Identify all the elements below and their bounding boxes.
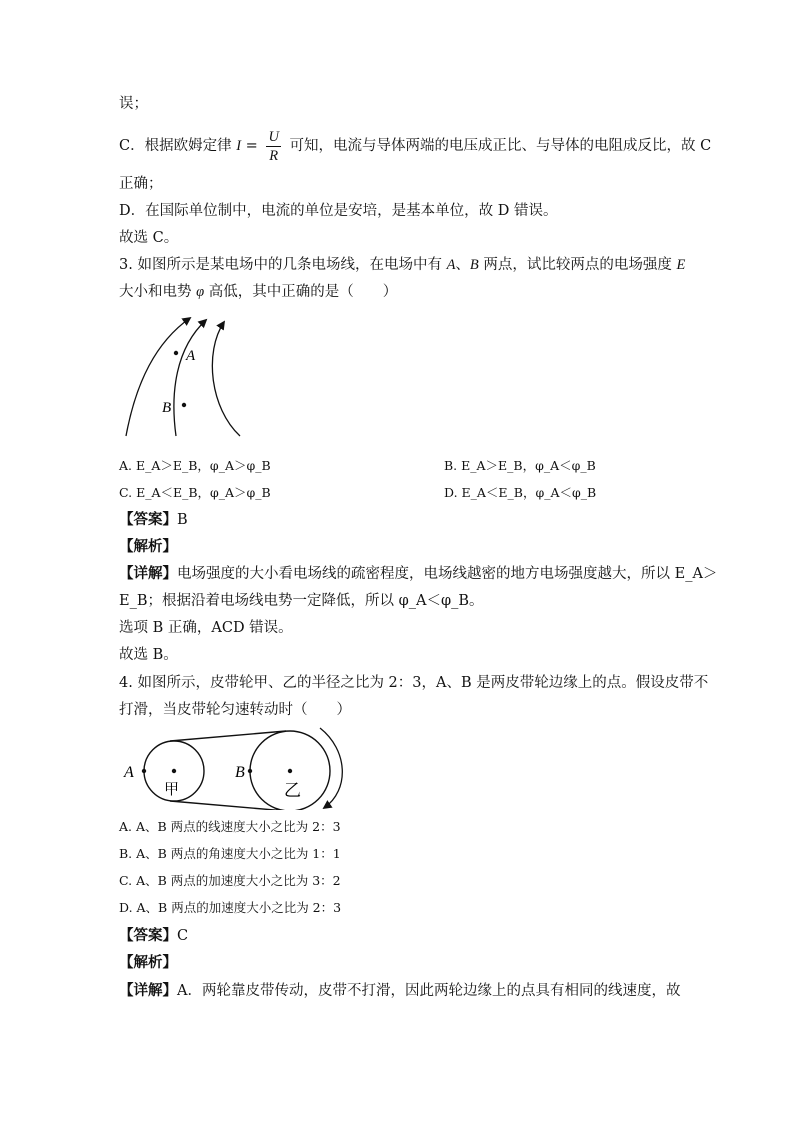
q3-detail-tag: 【详解】 <box>119 565 177 582</box>
q3-analysis-tag: 【解析】 <box>119 538 177 555</box>
q4-stem-line1: 4. 如图所示，皮带轮甲、乙的半径之比为 2：3，A、B 是两皮带轮边缘上的点。假设皮带不 <box>119 675 709 691</box>
point-a-label: A <box>124 764 134 781</box>
q3-answer <box>119 510 188 530</box>
eq-sign: = <box>245 138 258 154</box>
q4-option-a: A. A、B 两点的线速度大小之比为 2：3 <box>119 819 341 834</box>
q2-c-prefix: C．根据欧姆定律 <box>119 138 232 154</box>
q2-line-error: 误； <box>119 96 148 112</box>
q4-analysis-tag: 【解析】 <box>119 954 177 971</box>
eq-lhs: I <box>236 138 242 154</box>
q3-option-b: B. E_A＞E_B，φ_A＜φ_B <box>444 458 596 473</box>
q3-detail-line1 <box>119 564 717 584</box>
q4-stem-line2: 打滑，当皮带轮匀速转动时（ ） <box>119 702 351 718</box>
q3-stem-sep: 、 <box>455 257 470 273</box>
q3-detail-line2: E_B；根据沿着电场线电势一定降低，所以 φ_A＜φ_B。 <box>119 593 484 609</box>
q4-option-b: B. A、B 两点的角速度大小之比为 1：1 <box>119 846 341 861</box>
field-line-right <box>212 322 240 436</box>
q3-option-c: C. E_A＜E_B，φ_A＞φ_B <box>119 485 271 500</box>
point-a-dot <box>142 769 146 773</box>
q2-c-suffix: 可知，电流与导体两端的电压成正比、与导体的电阻成反比，故 C <box>289 138 712 154</box>
q3-stem-point-b: B <box>469 257 479 273</box>
q3-option-a: A. E_A＞E_B，φ_A＞φ_B <box>119 458 271 473</box>
q4-answer-value: C <box>177 928 189 944</box>
point-b-dot <box>182 403 186 407</box>
q3-option-d: D. E_A＜E_B，φ_A＜φ_B <box>444 485 597 500</box>
wheel-yi-center <box>288 769 292 773</box>
q3-detail-line3: 选项 B 正确，ACD 错误。 <box>119 620 293 636</box>
belt-top <box>170 731 286 741</box>
eq-denominator: R <box>269 147 279 164</box>
point-a-dot <box>174 351 178 355</box>
q4-detail-1: A．两轮靠皮带传动，皮带不打滑，因此两轮边缘上的点具有相同的线速度，故 <box>177 983 681 999</box>
wheel-jia-center <box>172 769 176 773</box>
q4-option-d: D. A、B 两点的加速度大小之比为 2：3 <box>119 900 342 915</box>
point-b-dot <box>248 769 252 773</box>
q4-option-c: C. A、B 两点的加速度大小之比为 3：2 <box>119 873 341 888</box>
q2-conclusion: 故选 C。 <box>119 230 179 246</box>
q3-stem-line2 <box>119 282 397 302</box>
belt-pulley-figure <box>118 724 350 810</box>
q2-option-c <box>119 126 711 166</box>
q3-answer-value: B <box>177 512 188 528</box>
q3-conclusion: 故选 B。 <box>119 647 178 663</box>
q3-stem-b: 两点，试比较两点的电场强度 <box>483 257 672 273</box>
rotation-arrow <box>320 728 342 808</box>
q4-answer <box>119 926 188 946</box>
q3-answer-tag: 【答案】 <box>119 511 177 528</box>
point-b-label: B <box>162 400 172 416</box>
point-a-label: A <box>186 348 196 364</box>
q3-stem-a: 3. 如图所示是某电场中的几条电场线，在电场中有 <box>119 257 442 273</box>
q4-detail-tag: 【详解】 <box>119 982 177 999</box>
q3-stem-line1 <box>119 255 685 275</box>
wheel-yi-label: 乙 <box>284 781 301 800</box>
q2-option-d: D．在国际单位制中，电流的单位是安培，是基本单位，故 D 错误。 <box>119 203 558 219</box>
q3-stem-line2-b: 高低，其中正确的是（ ） <box>208 284 398 300</box>
q4-answer-tag: 【答案】 <box>119 927 177 944</box>
q2-c-continued: 正确； <box>119 176 163 192</box>
q4-detail-line1 <box>119 981 680 1001</box>
q3-stem-line2-a: 大小和电势 <box>119 284 192 300</box>
field-line-middle <box>174 320 206 436</box>
q3-stem-e: E <box>676 257 686 273</box>
point-b-label: B <box>235 764 245 781</box>
q3-stem-point-a: A <box>446 257 456 273</box>
q3-detail-1: 电场强度的大小看电场线的疏密程度，电场线越密的地方电场强度越大，所以 E_A＞ <box>177 566 718 582</box>
electric-field-figure <box>118 312 248 440</box>
eq-numerator: U <box>268 128 279 145</box>
ohm-law-fraction <box>266 128 280 165</box>
field-line-left <box>126 318 190 436</box>
wheel-jia-label: 甲 <box>164 782 180 798</box>
q3-stem-phi: φ <box>196 284 205 300</box>
